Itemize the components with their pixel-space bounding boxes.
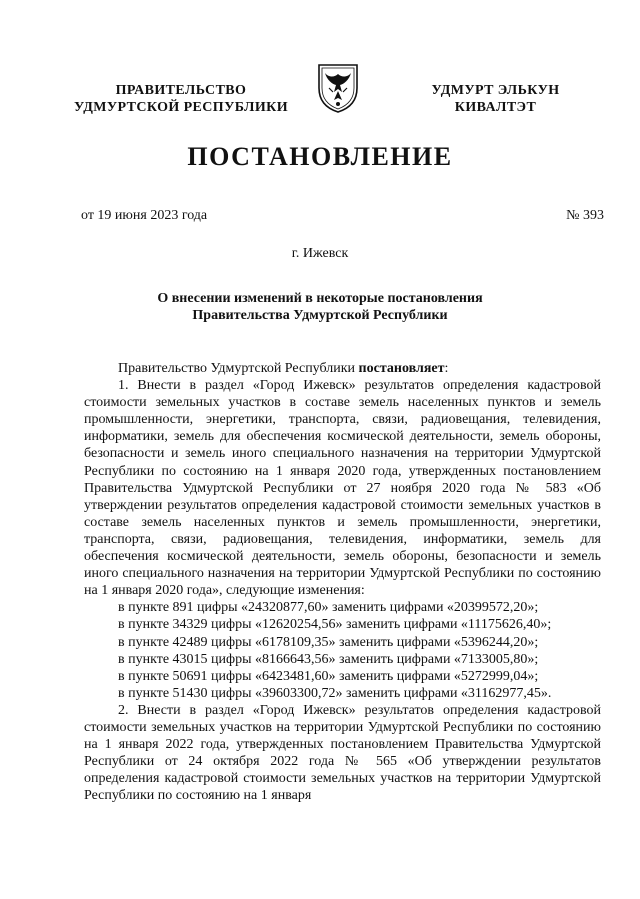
document-subject: [100, 290, 540, 324]
issuer-line-2: УДМУРТСКОЙ РЕСПУБЛИКИ: [73, 100, 289, 115]
document-city: г. Ижевск: [291, 246, 349, 261]
paragraph-1: 1. Внести в раздел «Город Ижевск» результатов определения кадастровой стоимости земельных участков в составе земель населенных пунктов и земель промышленности, энергетики, транспорта, связи, радиовещания, телевидения, информатики, земель для обеспечения космической деятельности, земель обороны, безопасности и земель иного специального назначения на территории Удмуртской Республики по состоянию на 1 января 2020 года, утвержденных постановлением Правительства Удмуртской Республики от 27 ноября 2020 года № 583 «Об утверждении результатов определения кадастровой стоимости земельных участков в составе земель населенных пунктов и земель промышленности, энергетики, транспорта, связи, радиовещания, телевидения, информатики, земель для обеспечения космической деятельности, земель обороны, безопасности и земель иного специального назначения на территории Удмуртской Республики по состоянию на 1 января 2020 года», следующие изменения:: [84, 378, 601, 599]
intro-paragraph: [84, 360, 601, 377]
intro-prefix: Правительство Удмуртской Республики: [118, 361, 359, 376]
document-date: от 19 июня 2023 года: [81, 208, 208, 223]
amendment-item: в пункте 34329 цифры «12620254,56» заменить цифрами «11175626,40»;: [118, 617, 552, 633]
intro-keyword: постановляет: [358, 361, 445, 376]
intro-suffix: :: [444, 361, 449, 376]
issuer-udmurt-line-2: КИВАЛТЭТ: [454, 100, 537, 115]
document-body: [84, 360, 601, 804]
document-number: № 393: [566, 208, 604, 223]
issuer-udmurt-line-1: УДМУРТ ЭЛЬКУН: [431, 83, 560, 98]
amendment-item: в пункте 891 цифры «24320877,60» заменить цифрами «20399572,20»;: [118, 600, 539, 616]
subject-line-1: О внесении изменений в некоторые постановления: [157, 291, 483, 306]
amendment-item: в пункте 42489 цифры «6178109,35» заменить цифрами «5396244,20»;: [118, 634, 539, 650]
issuer-header-russian: [66, 82, 296, 116]
amendment-item: в пункте 43015 цифры «8166643,56» заменить цифрами «7133005,80»;: [118, 651, 539, 667]
subject-line-2: Правительства Удмуртской Республики: [192, 308, 448, 323]
issuer-header-udmurt: [388, 82, 603, 116]
document-title: ПОСТАНОВЛЕНИЕ: [187, 142, 453, 171]
amendment-item: в пункте 51430 цифры «39603300,72» заменить цифрами «31162977,45».: [118, 685, 552, 701]
paragraph-2: 2. Внести в раздел «Город Ижевск» результатов определения кадастровой стоимости земельных участков на территории Удмуртской Республики по состоянию на 1 января 2022 года, утвержденных постановлением Правительства Удмуртской Республики от 24 октября 2022 года № 565 «Об утверждении результатов определения кадастровой стоимости земельных участков на территории Удмуртской Республики по состоянию на 1 января: [84, 702, 601, 804]
udmurt-coat-of-arms-icon: [315, 62, 361, 114]
issuer-line-1: ПРАВИТЕЛЬСТВО: [115, 83, 247, 98]
amendment-item: в пункте 50691 цифры «6423481,60» заменить цифрами «5272999,04»;: [118, 668, 539, 684]
